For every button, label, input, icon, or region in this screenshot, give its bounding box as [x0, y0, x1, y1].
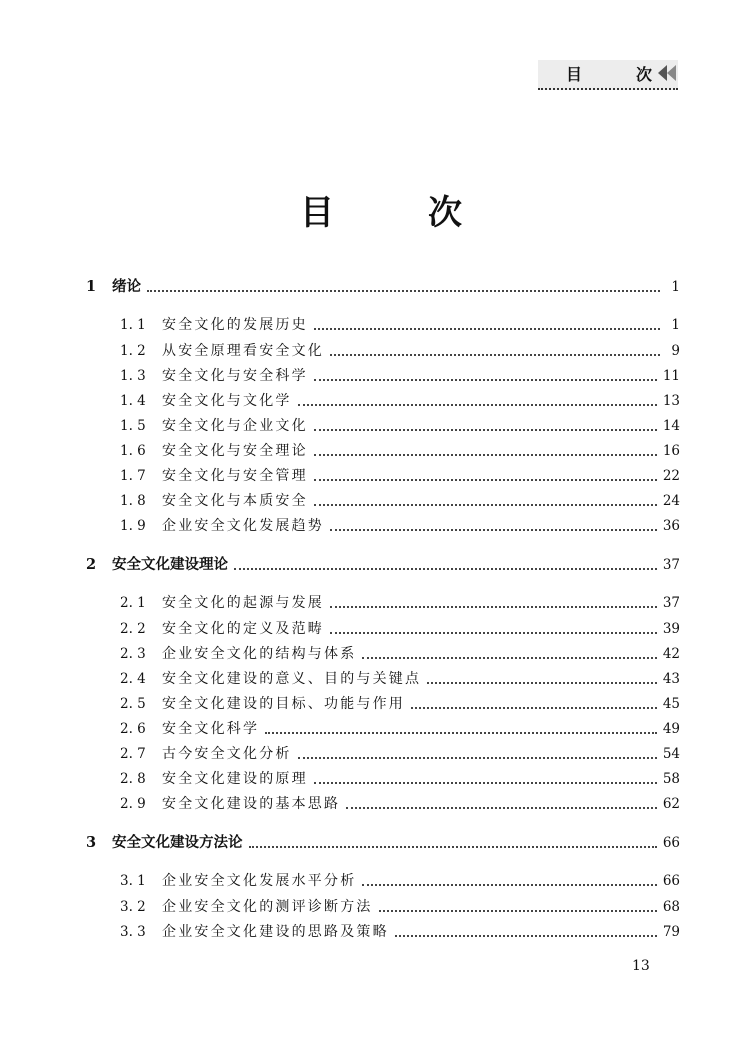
- toc-number: 2: [86, 556, 97, 573]
- toc-number: 2. 1: [120, 595, 146, 611]
- running-header: [538, 60, 678, 90]
- toc-title: 安全文化建设的原理: [162, 771, 308, 787]
- toc-title: 企业安全文化的结构与体系: [162, 646, 357, 662]
- running-header-char-2: 次: [636, 65, 653, 84]
- toc-title: 古今安全文化分析: [162, 746, 292, 762]
- toc-section-row: [120, 415, 680, 437]
- toc-section-row: [120, 693, 680, 715]
- toc-title: 从安全原理看安全文化: [162, 343, 324, 359]
- toc-section-row: [120, 643, 680, 665]
- toc-page-number: 37: [662, 557, 680, 573]
- dot-leader: [330, 606, 657, 608]
- toc-page-number: 14: [662, 418, 680, 434]
- toc-page-number: 24: [662, 493, 680, 509]
- toc-page-number: 13: [662, 393, 680, 409]
- toc-section-row: [120, 440, 680, 462]
- toc-section-row: [120, 921, 680, 943]
- dot-leader: [298, 757, 657, 759]
- toc-page-number: 22: [662, 468, 680, 484]
- toc-title: 安全文化与安全管理: [162, 468, 308, 484]
- toc-number: 1. 5: [120, 418, 146, 434]
- dot-leader: [362, 884, 656, 886]
- toc-section-row: [120, 490, 680, 512]
- toc-page-number: 49: [662, 721, 680, 737]
- dot-leader: [265, 732, 657, 734]
- toc-number: 2. 3: [120, 646, 146, 662]
- toc-number: 1. 1: [120, 317, 146, 333]
- toc-title: 企业安全文化发展趋势: [162, 518, 324, 534]
- dot-leader: [330, 529, 657, 531]
- toc-section-row: [120, 668, 680, 690]
- dot-leader: [314, 328, 660, 330]
- toc-number: 3: [86, 834, 97, 851]
- toc-title: 安全文化的发展历史: [162, 317, 308, 333]
- toc-page-number: 45: [662, 696, 680, 712]
- toc-number: 2. 8: [120, 771, 146, 787]
- toc-title: 企业安全文化的测评诊断方法: [162, 899, 373, 915]
- toc-title: 绪论: [112, 279, 141, 295]
- toc-section-row: [120, 896, 680, 918]
- dot-leader: [314, 504, 657, 506]
- toc-page-number: 16: [662, 443, 680, 459]
- toc-number: 1. 7: [120, 468, 146, 484]
- toc-section-row: [120, 618, 680, 640]
- dot-leader: [314, 379, 657, 381]
- dot-leader: [330, 354, 660, 356]
- toc-number: 3. 3: [120, 924, 146, 940]
- toc-number: 1. 3: [120, 368, 146, 384]
- toc-chapter-row: [86, 554, 680, 576]
- page-title-char-1: 目: [300, 193, 334, 233]
- toc-title: 安全文化的定义及范畴: [162, 621, 324, 637]
- page-title: [0, 185, 750, 245]
- toc-page-number: 36: [662, 518, 680, 534]
- toc-number: 2. 2: [120, 621, 146, 637]
- toc-number: 1. 9: [120, 518, 146, 534]
- toc-section-row: [120, 793, 680, 815]
- toc-number: 1: [86, 278, 97, 295]
- toc-page-number: 62: [662, 796, 680, 812]
- toc-page-number: 66: [662, 835, 680, 851]
- running-header-char-1: 目: [566, 65, 583, 84]
- double-left-arrow-icon: [658, 65, 676, 81]
- dot-leader: [298, 404, 657, 406]
- toc-page-number: 79: [662, 924, 680, 940]
- dot-leader: [362, 657, 656, 659]
- toc-section-row: [120, 314, 680, 336]
- toc-page-number: 1: [671, 279, 680, 295]
- dot-leader: [234, 568, 657, 570]
- toc-number: 2. 4: [120, 671, 146, 687]
- toc-page-number: 1: [671, 317, 680, 333]
- toc-section-row: [120, 515, 680, 537]
- toc-page-number: 54: [662, 746, 680, 762]
- toc-page-number: 68: [662, 899, 680, 915]
- toc-chapter-row: [86, 276, 680, 298]
- toc-number: 1. 8: [120, 493, 146, 509]
- toc-page-number: 11: [662, 368, 680, 384]
- dot-leader: [314, 429, 657, 431]
- toc-title: 安全文化建设的目标、功能与作用: [162, 696, 405, 712]
- toc-section-row: [120, 718, 680, 740]
- dot-leader: [314, 479, 657, 481]
- toc-number: 1. 4: [120, 393, 146, 409]
- dot-leader: [330, 632, 657, 634]
- toc-page-number: 39: [662, 621, 680, 637]
- toc-title: 安全文化与企业文化: [162, 418, 308, 434]
- toc-title: 安全文化科学: [162, 721, 260, 737]
- toc-title: 安全文化与文化学: [162, 393, 292, 409]
- toc-number: 3. 2: [120, 899, 146, 915]
- toc-number: 1. 6: [120, 443, 146, 459]
- toc-title: 企业安全文化发展水平分析: [162, 873, 357, 889]
- toc-title: 安全文化建设的基本思路: [162, 796, 341, 812]
- dot-leader: [395, 935, 657, 937]
- dot-leader: [314, 782, 657, 784]
- dot-leader: [314, 454, 657, 456]
- toc-number: 2. 9: [120, 796, 146, 812]
- toc-page-number: 9: [671, 343, 680, 359]
- dot-leader: [147, 290, 660, 292]
- toc-section-row: [120, 743, 680, 765]
- toc-section-row: [120, 592, 680, 614]
- toc-section-row: [120, 365, 680, 387]
- dot-leader: [379, 910, 657, 912]
- toc-chapter-row: [86, 832, 680, 854]
- toc-page-number: 37: [662, 595, 680, 611]
- toc-title: 安全文化建设方法论: [112, 835, 243, 851]
- toc-section-row: [120, 465, 680, 487]
- page-title-char-2: 次: [428, 193, 462, 233]
- toc-section-row: [120, 340, 680, 362]
- toc-title: 安全文化的起源与发展: [162, 595, 324, 611]
- dot-leader: [411, 707, 657, 709]
- dot-leader: [249, 846, 657, 848]
- toc-title: 安全文化与安全理论: [162, 443, 308, 459]
- toc-number: 2. 7: [120, 746, 146, 762]
- dot-leader: [427, 682, 657, 684]
- toc-page-number: 43: [662, 671, 680, 687]
- toc-page-number: 66: [662, 873, 680, 889]
- dot-leader: [346, 807, 657, 809]
- toc-number: 3. 1: [120, 873, 146, 889]
- toc-title: 安全文化建设的意义、目的与关键点: [162, 671, 422, 687]
- page-number: 13: [632, 958, 650, 974]
- toc-section-row: [120, 768, 680, 790]
- toc-title: 企业安全文化建设的思路及策略: [162, 924, 389, 940]
- toc-number: 2. 6: [120, 721, 146, 737]
- toc-number: 2. 5: [120, 696, 146, 712]
- toc-page-number: 42: [662, 646, 680, 662]
- toc-title: 安全文化与本质安全: [162, 493, 308, 509]
- toc-title: 安全文化与安全科学: [162, 368, 308, 384]
- toc-section-row: [120, 870, 680, 892]
- toc-page-number: 58: [662, 771, 680, 787]
- toc-title: 安全文化建设理论: [112, 557, 228, 573]
- toc-number: 1. 2: [120, 343, 146, 359]
- toc-section-row: [120, 390, 680, 412]
